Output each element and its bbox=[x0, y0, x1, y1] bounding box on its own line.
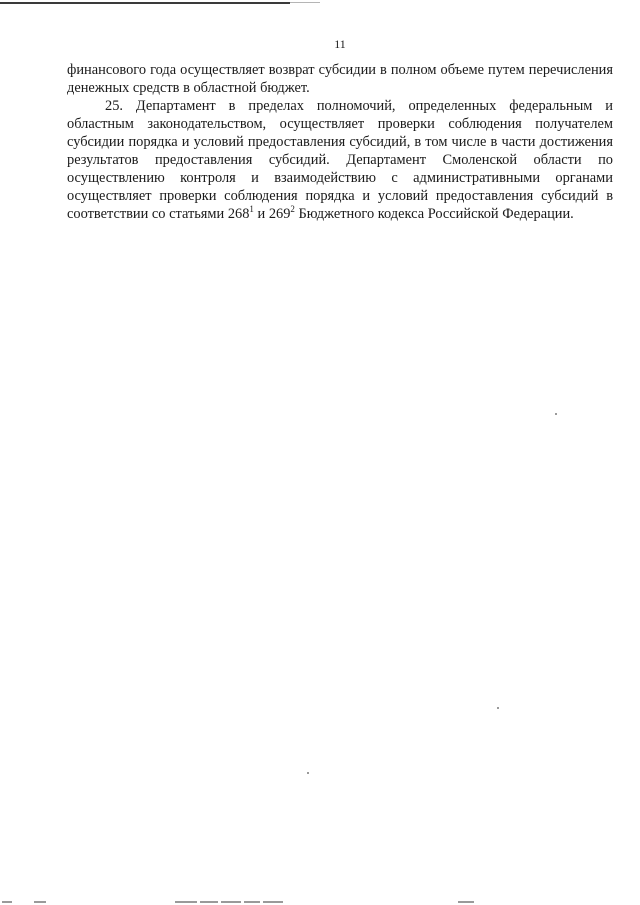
scan-edge-line bbox=[0, 2, 290, 4]
paragraph-item-25-text-end: Бюджетного кодекса Российской Федерации. bbox=[294, 206, 574, 222]
superscript-article-269: 2 bbox=[290, 204, 295, 214]
scan-speck bbox=[497, 707, 499, 709]
scan-artifact bbox=[175, 901, 197, 903]
scan-bottom-artifacts bbox=[0, 899, 640, 905]
paragraph-continuation: финансового года осуществляет возврат субсидии в полном объеме путем перечисления денежных средств в областной бюджет. bbox=[67, 62, 613, 96]
paragraph-item-25 bbox=[67, 97, 613, 223]
scan-artifact bbox=[34, 901, 46, 903]
superscript-article-268: 1 bbox=[249, 204, 254, 214]
scan-artifact bbox=[221, 901, 241, 903]
scan-artifact bbox=[458, 901, 474, 903]
scan-artifact bbox=[200, 901, 218, 903]
scan-speck bbox=[307, 772, 309, 774]
document-body bbox=[67, 61, 613, 223]
scan-edge-line-faint bbox=[290, 2, 320, 3]
page-number: 11 bbox=[334, 37, 346, 51]
scan-artifact bbox=[263, 901, 283, 903]
scan-artifact bbox=[244, 901, 260, 903]
paragraph-item-25-text-and: и 269 bbox=[253, 206, 291, 222]
paragraph-item-25-text: 25. Департамент в пределах полномочий, определенных федеральным и областным законодательством, осуществляет проверки соблюдения получателем субсидии порядка и условий предоставления субсидий, в том числе в части достижения результатов предоставления субсидий. Департамент Смоленской области по осуществлению контроля и взаимодействию с административными органами осуществляет проверки соблюдения порядка и условий предоставления субсидий в соответствии со статьями 268 bbox=[67, 98, 613, 222]
scan-artifact bbox=[2, 901, 12, 903]
scan-speck bbox=[555, 413, 557, 415]
